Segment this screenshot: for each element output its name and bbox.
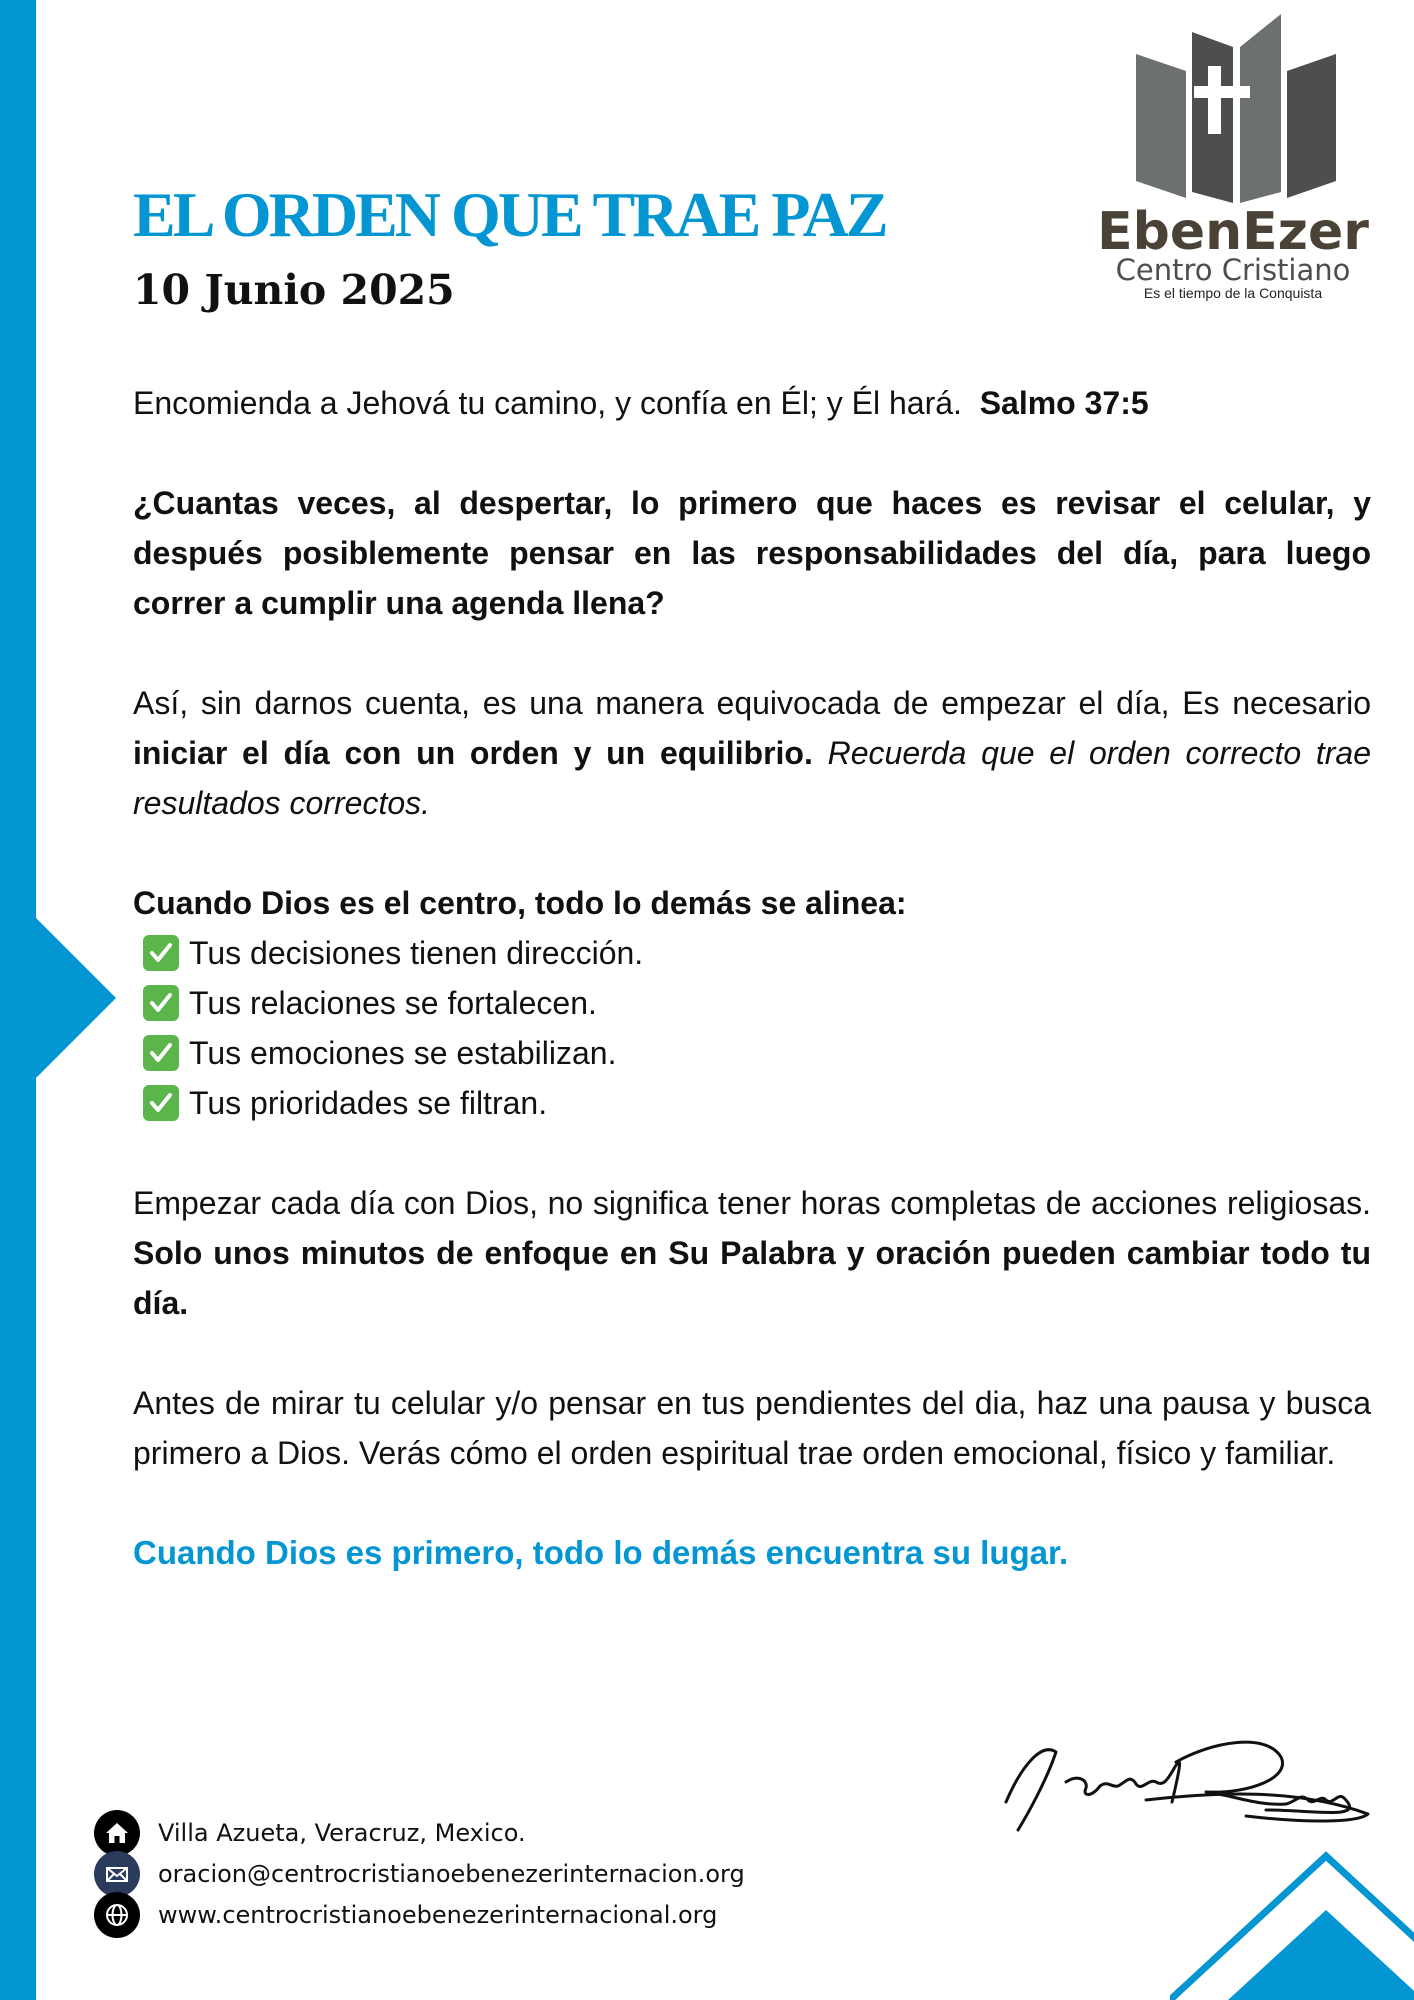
paragraph-order-text: Así, sin darnos cuenta, es una manera equivocada de empezar el día, Es necesario xyxy=(133,685,1371,721)
check-icon xyxy=(143,1085,179,1121)
verse xyxy=(133,378,1371,428)
logo-name: EbenEzer xyxy=(1097,202,1369,262)
footer-email-text[interactable]: oracion@centrocristianoebenezerinternacion.org xyxy=(158,1859,745,1888)
footer-website xyxy=(94,1894,745,1935)
list-heading: Cuando Dios es el centro, todo lo demás se alinea: xyxy=(133,885,907,921)
list-item xyxy=(133,978,1371,1028)
paragraph-start-day-text: Empezar cada día con Dios, no significa tener horas completas de acciones religiosas. xyxy=(133,1185,1371,1221)
home-icon xyxy=(94,1810,140,1856)
church-building-icon xyxy=(1136,14,1336,203)
left-arrow-decoration xyxy=(36,918,116,1078)
corner-triangle-decoration xyxy=(1170,1850,1414,2000)
list-item-text: Tus prioridades se filtran. xyxy=(189,1085,548,1121)
paragraph-start-day-bold: Solo unos minutos de enfoque en Su Palabra y oración pueden cambiar todo tu día. xyxy=(133,1235,1371,1321)
check-icon xyxy=(143,1035,179,1071)
question-text: ¿Cuantas veces, al despertar, lo primero que haces es revisar el celular, y después posiblemente pensar en las responsabilidades del día, para luego correr a cumplir una agenda llena? xyxy=(133,485,1371,621)
logo-subtitle: Centro Cristiano xyxy=(1115,253,1351,287)
signature xyxy=(996,1722,1376,1844)
check-icon xyxy=(143,985,179,1021)
ebenezer-logo xyxy=(1088,14,1378,304)
footer-address-text: Villa Azueta, Veracruz, Mexico. xyxy=(158,1818,526,1847)
devotional-content xyxy=(133,378,1371,1628)
page-date: 10 Junio 2025 xyxy=(133,266,455,314)
list-item xyxy=(133,1028,1371,1078)
globe-icon xyxy=(94,1892,140,1938)
list-item-text: Tus emociones se estabilizan. xyxy=(189,1035,617,1071)
paragraph-order-italic: Recuerda que el orden correcto trae resultados correctos. xyxy=(133,735,1372,821)
verse-reference: Salmo 37:5 xyxy=(979,385,1149,421)
contact-footer xyxy=(94,1812,745,1935)
paragraph-order-bold: iniciar el día con un orden y un equilibrio. xyxy=(133,735,813,771)
footer-email xyxy=(94,1853,745,1894)
paragraph-order xyxy=(133,678,1371,828)
paragraph-before-phone: Antes de mirar tu celular y/o pensar en tus pendientes del dia, haz una pausa y busca primero a Dios. Verás cómo el orden espiritual trae orden emocional, físico y familiar. xyxy=(133,1385,1371,1471)
paragraph-start-day xyxy=(133,1178,1371,1328)
footer-address xyxy=(94,1812,745,1853)
list-item-text: Tus relaciones se fortalecen. xyxy=(189,985,597,1021)
page-title: EL ORDEN QUE TRAE PAZ xyxy=(133,179,886,250)
mail-icon xyxy=(94,1851,140,1897)
left-accent-bar xyxy=(0,0,36,2000)
check-icon xyxy=(143,935,179,971)
footer-website-text[interactable]: www.centrocristianoebenezerinternacional.org xyxy=(158,1900,718,1929)
logo-tagline: Es el tiempo de la Conquista xyxy=(1143,285,1323,301)
check-list xyxy=(133,928,1371,1128)
list-item xyxy=(133,928,1371,978)
list-item-text: Tus decisiones tienen dirección. xyxy=(189,935,644,971)
verse-text: Encomienda a Jehová tu camino, y confía en Él; y Él hará. xyxy=(133,385,962,421)
list-item xyxy=(133,1078,1371,1128)
question-paragraph xyxy=(133,478,1371,628)
closing-statement: Cuando Dios es primero, todo lo demás encuentra su lugar. xyxy=(133,1534,1069,1571)
